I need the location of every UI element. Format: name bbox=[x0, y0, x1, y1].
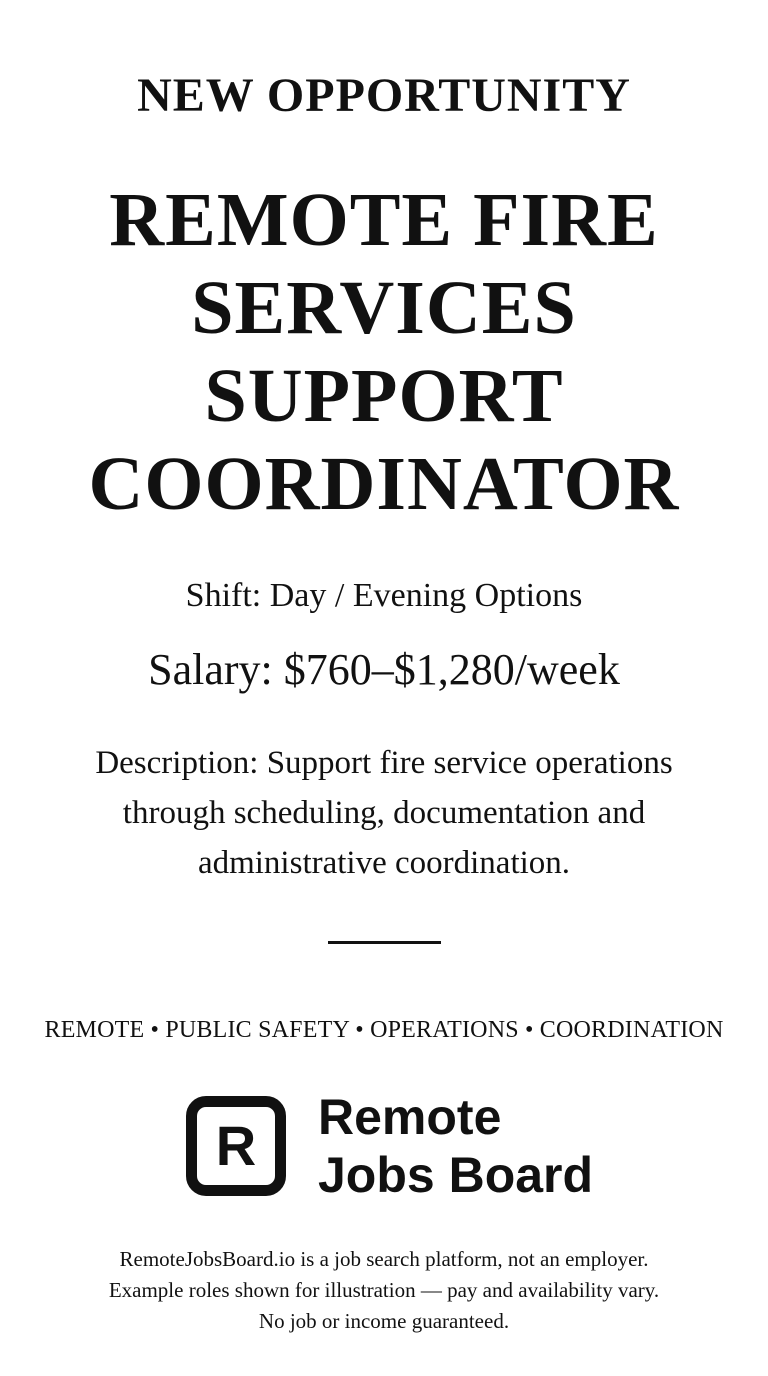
salary-info: Salary: $760–$1,280/week bbox=[148, 645, 620, 694]
job-title-line: SUPPORT bbox=[204, 354, 564, 438]
job-title bbox=[20, 176, 748, 528]
eyebrow-heading: NEW OPPORTUNITY bbox=[137, 69, 631, 122]
divider bbox=[328, 941, 441, 944]
disclaimer-line: Example roles shown for illustration — pay and availability vary. bbox=[108, 1278, 660, 1302]
category-tags: REMOTE • PUBLIC SAFETY • OPERATIONS • COORDINATION bbox=[44, 1017, 724, 1043]
disclaimer-line: RemoteJobsBoard.io is a job search platform, not an employer. bbox=[119, 1247, 649, 1271]
logo-wordmark bbox=[318, 1088, 593, 1204]
logo-wordmark-line: Jobs Board bbox=[318, 1147, 594, 1203]
brand-logo bbox=[186, 1089, 626, 1210]
disclaimer bbox=[20, 1244, 748, 1337]
logo-mark-icon bbox=[186, 1096, 286, 1196]
disclaimer-line: No job or income guaranteed. bbox=[258, 1309, 510, 1333]
shift-info: Shift: Day / Evening Options bbox=[185, 577, 583, 614]
job-title-line: SERVICES bbox=[191, 266, 577, 350]
logo-wordmark-line: Remote bbox=[318, 1089, 502, 1145]
job-title-line: REMOTE FIRE bbox=[109, 178, 659, 262]
job-description: Description: Support fire service operations through scheduling, documentation and administrative coordination. bbox=[95, 745, 673, 881]
logo-mark-letter: R bbox=[215, 1114, 257, 1177]
job-title-line: COORDINATOR bbox=[88, 442, 680, 526]
